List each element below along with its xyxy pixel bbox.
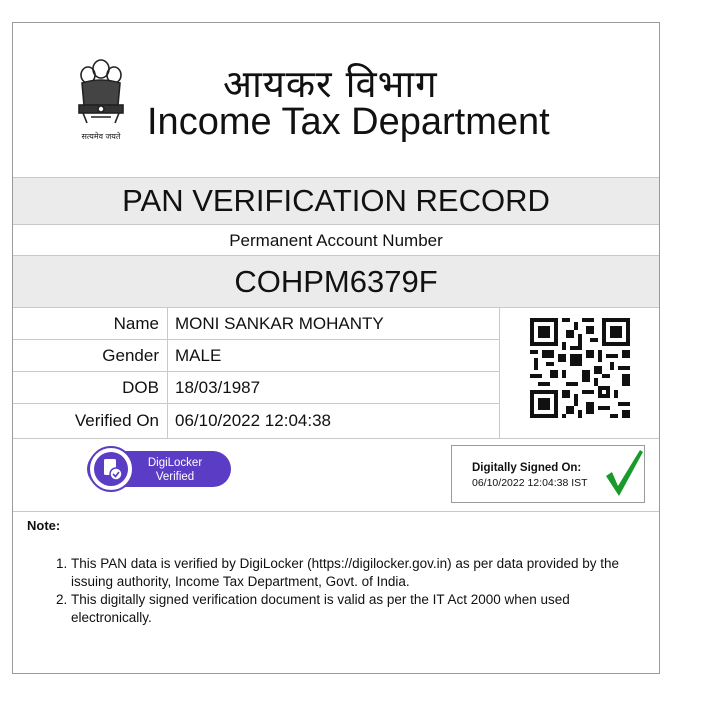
digital-signature-box	[451, 445, 645, 503]
detail-key: Name	[13, 308, 168, 339]
detail-value: MONI SANKAR MOHANTY	[175, 314, 384, 333]
pan-verification-card	[12, 22, 660, 674]
note-list	[51, 555, 651, 627]
digilocker-status: Verified	[155, 471, 195, 483]
qr-code-icon	[530, 318, 630, 418]
detail-row-name	[13, 308, 499, 340]
note-title: Note:	[27, 518, 61, 533]
emblem-motto: सत्यमेव जयते	[81, 132, 121, 141]
department-title-hindi: आयकर विभाग	[223, 62, 438, 106]
note-item: 2. This digitally signed verification document is valid as per the IT Act 2000 when used electronically.	[71, 591, 651, 627]
signature-timestamp: 06/10/2022 12:04:38 IST	[472, 477, 588, 489]
verification-area	[13, 439, 659, 512]
detail-row-verified-on	[13, 404, 499, 438]
pan-label: Permanent Account Number	[13, 226, 659, 256]
digilocker-label: DigiLocker	[147, 457, 203, 469]
note-item: 1. This PAN data is verified by DigiLocker (https://digilocker.gov.in) as per data provided by the issuing authority, Income Tax Department, Govt. of India.	[71, 555, 651, 591]
detail-key: DOB	[13, 372, 168, 403]
detail-value: 06/10/2022 12:04:38	[175, 411, 331, 430]
detail-row-gender	[13, 340, 499, 372]
detail-value: 18/03/1987	[175, 378, 261, 397]
details-table	[13, 308, 659, 439]
detail-key: Gender	[13, 340, 168, 371]
department-title-english: Income Tax Department	[147, 101, 550, 143]
detail-row-dob	[13, 372, 499, 404]
check-icon	[602, 446, 646, 500]
digilocker-verified-badge	[85, 445, 233, 493]
pan-number: COHPM6379F	[13, 256, 659, 308]
india-state-emblem-icon	[73, 53, 129, 145]
signature-title: Digitally Signed On:	[472, 462, 582, 474]
detail-value: MALE	[175, 346, 222, 365]
header	[13, 23, 659, 177]
qr-code-panel	[499, 308, 659, 438]
record-title: PAN VERIFICATION RECORD	[13, 177, 659, 225]
detail-key: Verified On	[13, 404, 168, 438]
